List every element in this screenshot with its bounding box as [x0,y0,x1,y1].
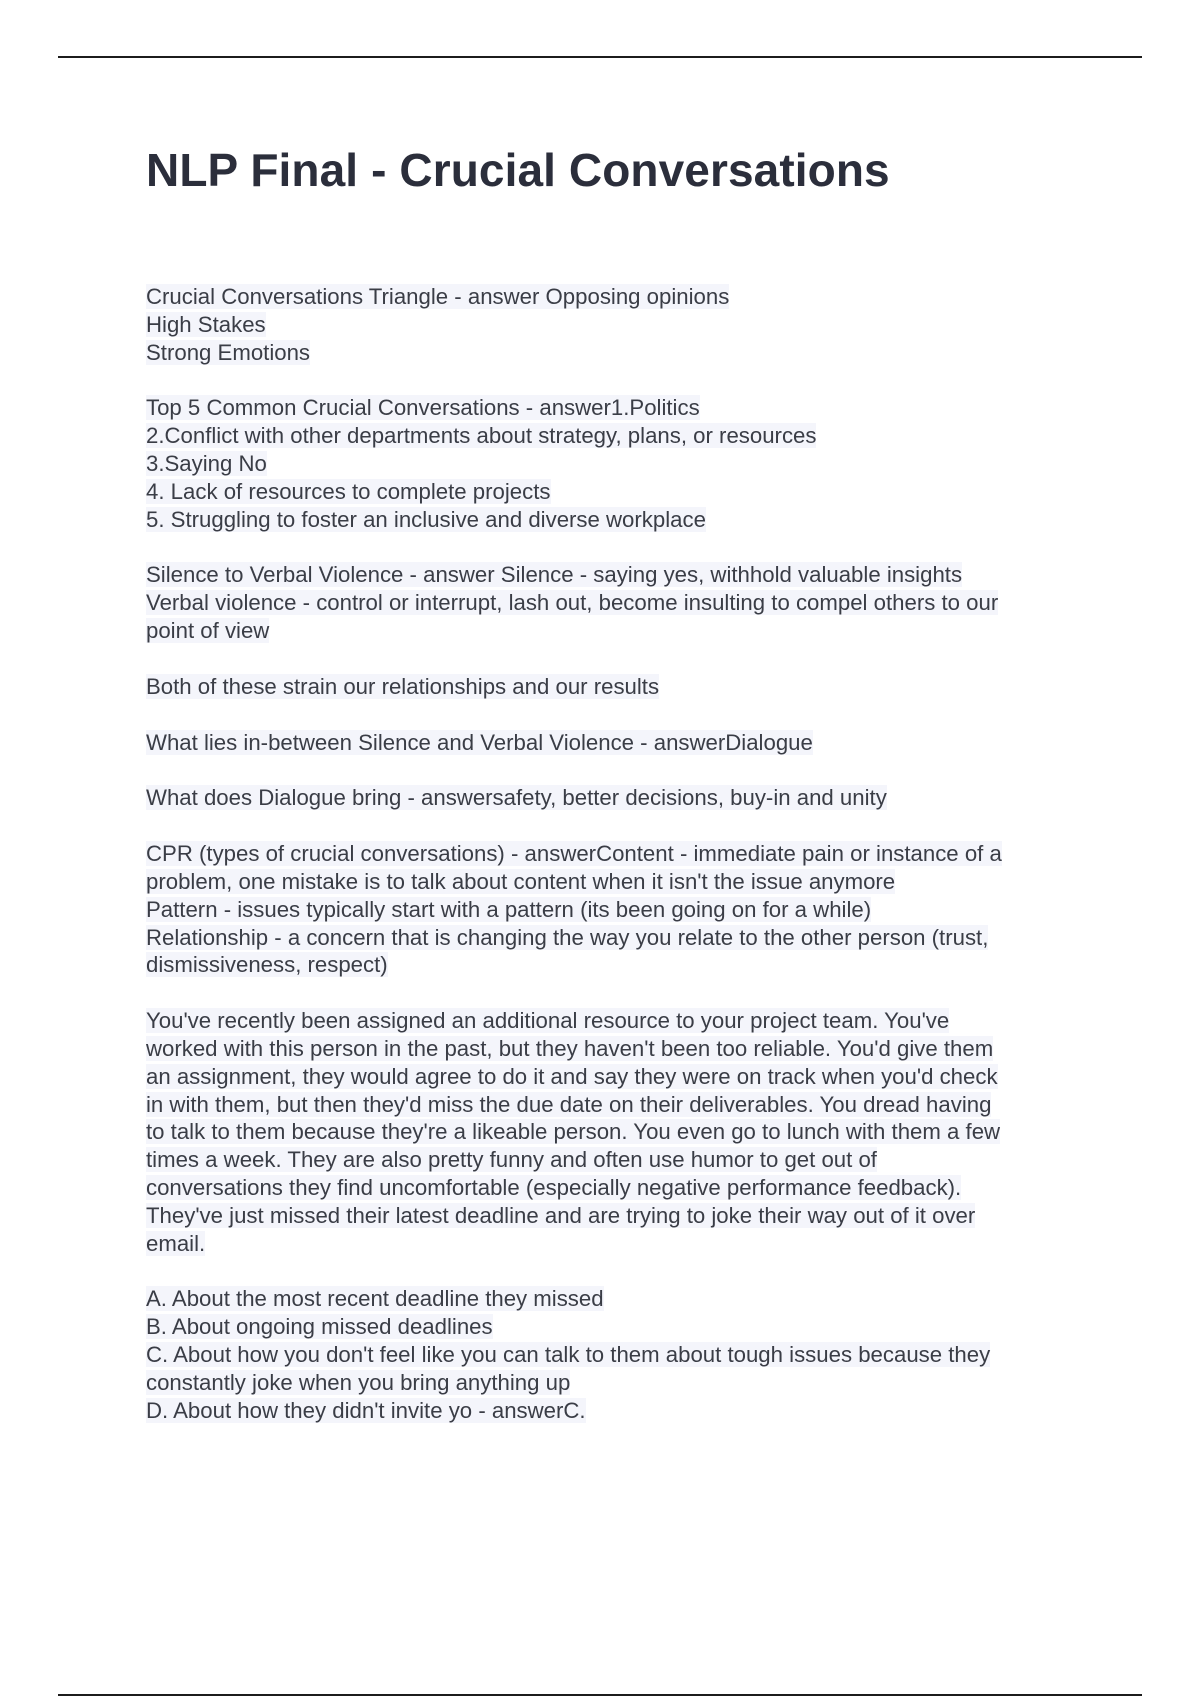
text-line: 4. Lack of resources to complete projects [146,478,551,504]
text-line: 5. Struggling to foster an inclusive and diverse workplace [146,506,706,532]
text-line: to talk to them because they're a likeable person. You even go to lunch with them a few [146,1119,1001,1145]
qa-block-scenario [146,1007,1086,1257]
qa-block-top-five [146,394,1086,533]
text-line: Verbal violence - control or interrupt, lash out, become insulting to compel others to our [146,590,999,616]
text-line: in with them, but then they'd miss the due date on their deliverables. You dread having [146,1091,992,1117]
text-line: Silence to Verbal Violence - answer Silence - saying yes, withhold valuable insights [146,562,963,588]
text-line: What does Dialogue bring - answersafety, better decisions, buy-in and unity [146,785,887,811]
text-line: constantly joke when you bring anything up [146,1369,571,1395]
qa-block-dialogue-brings [146,784,1086,812]
header-rule [58,56,1142,58]
text-line: B. About ongoing missed deadlines [146,1314,493,1340]
text-line: You've recently been assigned an additional resource to your project team. You've [146,1008,950,1034]
qa-block-silence-violence [146,561,1086,644]
text-line: CPR (types of crucial conversations) - answerContent - immediate pain or instance of a [146,841,1002,867]
text-line: point of view [146,617,270,643]
text-line: 3.Saying No [146,450,267,476]
text-line: an assignment, they would agree to do it and say they were on track when you'd check [146,1063,998,1089]
text-line: D. About how they didn't invite yo - answerC. [146,1397,586,1423]
text-line: problem, one mistake is to talk about content when it isn't the issue anymore [146,868,896,894]
text-line: times a week. They are also pretty funny and often use humor to get out of [146,1147,877,1173]
qa-block-options [146,1285,1086,1424]
text-line: Relationship - a concern that is changing the way you relate to the other person (trust, [146,924,989,950]
qa-block-strain [146,673,1086,701]
text-line: What lies in-between Silence and Verbal Violence - answerDialogue [146,729,813,755]
text-line: email. [146,1230,206,1256]
text-line: Pattern - issues typically start with a pattern (its been going on for a while) [146,896,872,922]
text-line: Strong Emotions [146,339,311,365]
text-line: conversations they find uncomfortable (especially negative performance feedback). [146,1174,962,1200]
text-line: C. About how you don't feel like you can talk to them about tough issues because they [146,1341,991,1367]
text-line: A. About the most recent deadline they missed [146,1286,604,1312]
document-body [146,283,1086,1452]
document-title: NLP Final - Crucial Conversations [146,144,890,196]
text-line: 2.Conflict with other departments about strategy, plans, or resources [146,423,817,449]
qa-block-cpr [146,840,1086,979]
text-line: Both of these strain our relationships and our results [146,673,660,699]
text-line: Crucial Conversations Triangle - answer Opposing opinions [146,284,730,309]
text-line: dismissiveness, respect) [146,952,388,978]
text-line: They've just missed their latest deadline and are trying to joke their way out of it over [146,1202,976,1228]
text-line: worked with this person in the past, but they haven't been too reliable. You'd give them [146,1035,994,1061]
footer-rule [58,1694,1142,1696]
qa-block-in-between [146,729,1086,757]
qa-block-triangle [146,283,1086,366]
text-line: Top 5 Common Crucial Conversations - answer1.Politics [146,395,700,421]
text-line: High Stakes [146,311,266,337]
